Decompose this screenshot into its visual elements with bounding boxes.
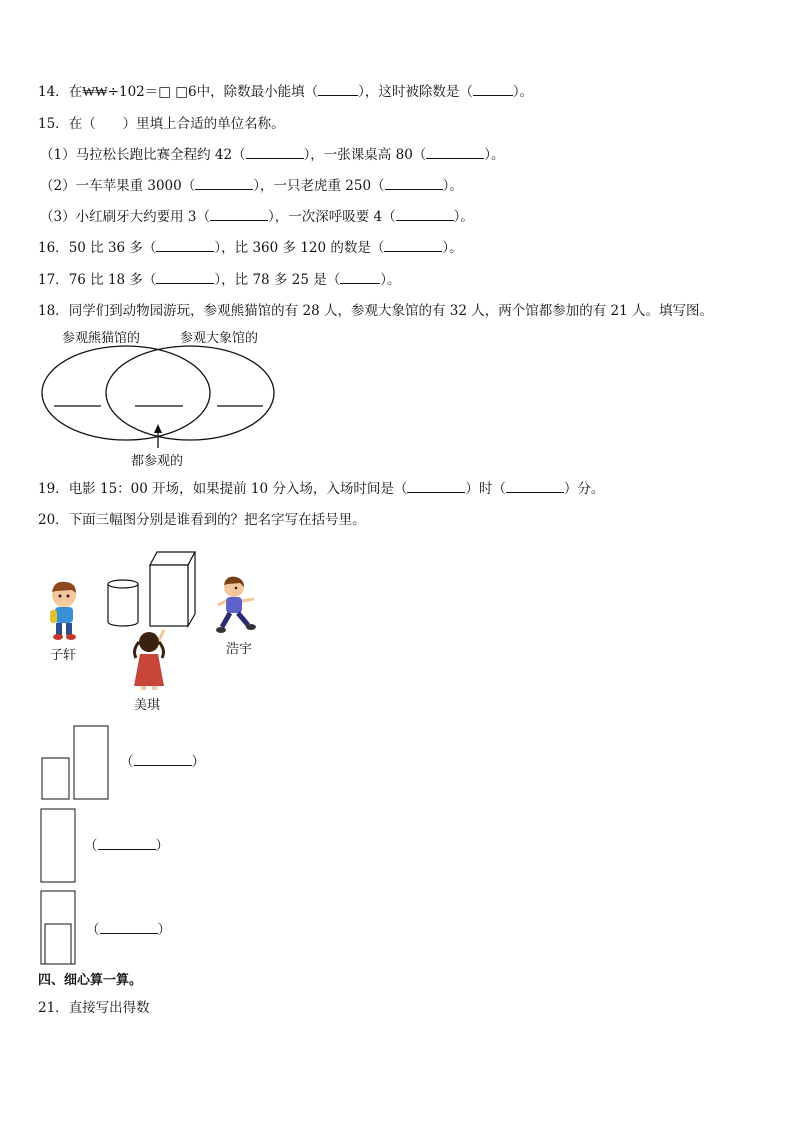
question-19: 19．电影 15：00 开场，如果提前 10 分入场，入场时间是（ ）时（ ）分。 bbox=[38, 481, 605, 497]
venn-label-both: 都参观的 bbox=[131, 454, 184, 469]
view-c-answer: （ ） bbox=[86, 922, 171, 938]
question-15-3: （3）小红刷牙大约要用 3（ ），一次深呼吸要 4（ ）。 bbox=[40, 209, 474, 225]
question-14: 14．在₩₩÷102＝□ □6中，除数最小能填（ ），这时被除数是（ ）。 bbox=[38, 84, 534, 100]
boy-left-figure-icon bbox=[42, 580, 86, 642]
answer-blank[interactable] bbox=[506, 480, 564, 493]
name-meiqi: 美琪 bbox=[134, 698, 161, 713]
question-15-2: （2）一车苹果重 3000（ ），一只老虎重 250（ ）。 bbox=[40, 178, 463, 194]
venn-circle-panda bbox=[42, 346, 210, 440]
view-a-small-rect bbox=[42, 758, 69, 799]
answer-blank[interactable] bbox=[407, 480, 465, 493]
cylinder-top bbox=[108, 580, 138, 588]
question-16: 16．50 比 36 多（ ），比 360 多 120 的数是（ ）。 bbox=[38, 240, 463, 256]
question-21: 21．直接写出得数 bbox=[38, 1000, 150, 1016]
view-c-inner-rect bbox=[45, 924, 71, 964]
cylinder-body bbox=[108, 584, 138, 626]
name-haoyu: 浩宇 bbox=[226, 642, 253, 657]
venn-circle-elephant bbox=[106, 346, 274, 440]
venn-label-panda: 参观熊猫馆的 bbox=[62, 331, 141, 346]
section-4-title: 四、细心算一算。 bbox=[38, 973, 143, 988]
division-expression: ₩₩÷102＝□ □6 bbox=[82, 84, 197, 100]
question-20: 20．下面三幅图分别是谁看到的？把名字写在括号里。 bbox=[38, 512, 366, 528]
view-b-answer: （ ） bbox=[84, 838, 169, 854]
question-17: 17．76 比 18 多（ ），比 78 多 25 是（ ）。 bbox=[38, 272, 401, 288]
answer-blank[interactable] bbox=[134, 753, 192, 766]
view-a-tall-rect bbox=[74, 726, 108, 799]
venn-diagram bbox=[42, 346, 274, 448]
girl-figure-icon bbox=[124, 628, 174, 692]
cuboid-top bbox=[150, 552, 195, 565]
solids-figure bbox=[108, 552, 195, 626]
view-a-answer: （ ） bbox=[120, 754, 205, 770]
cuboid-front bbox=[150, 565, 188, 626]
question-15-1: （1）马拉松长跑比赛全程约 42（ ），一张课桌高 80（ ）。 bbox=[40, 147, 505, 163]
cuboid-side bbox=[188, 552, 195, 626]
venn-label-elephant: 参观大象馆的 bbox=[180, 331, 259, 346]
name-zixuan: 子轩 bbox=[50, 648, 77, 663]
answer-blank[interactable] bbox=[98, 837, 156, 850]
question-18: 18．同学们到动物园游玩，参观熊猫馆的有 28 人，参观大象馆的有 32 人，两个馆都参加的有 21 人。填写图。 bbox=[38, 303, 713, 319]
question-15: 15．在（ ）里填上合适的单位名称。 bbox=[38, 116, 285, 132]
view-c-outer-rect bbox=[41, 891, 75, 964]
boy-right-figure-icon bbox=[214, 575, 262, 637]
answer-blank[interactable] bbox=[100, 921, 158, 934]
venn-arrow-head bbox=[154, 424, 162, 433]
view-b-rect bbox=[41, 809, 75, 882]
